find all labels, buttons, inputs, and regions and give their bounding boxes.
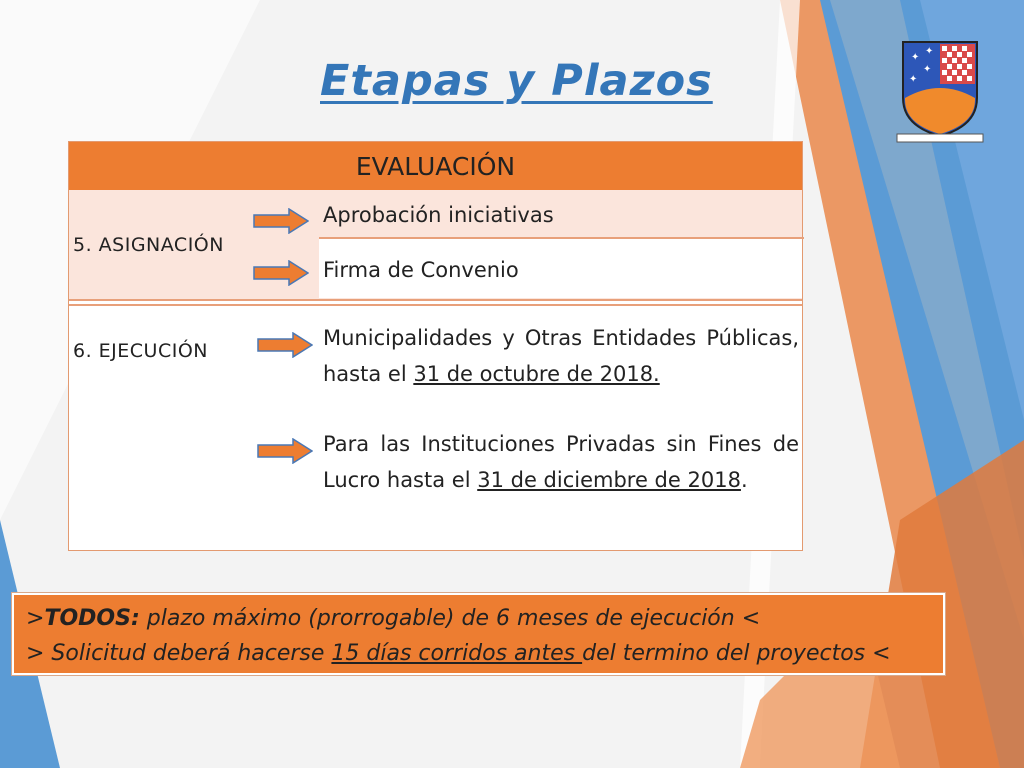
row-divider [69,304,802,306]
arrow-right-icon [253,208,309,234]
item-firma: Firma de Convenio [323,258,519,282]
svg-text:✦: ✦ [911,52,920,63]
arrow-right-icon [253,260,309,286]
svg-text:✦: ✦ [925,46,934,57]
text: > Solicitud deberá hacerse [26,641,332,666]
table-header: EVALUACIÓN [69,142,802,190]
page-title: Etapas y Plazos [320,56,713,106]
arrow-right-icon [257,332,313,358]
note-line-1 [26,601,943,636]
item-aprobacion: Aprobación iniciativas [323,203,554,227]
coat-of-arms-icon [895,38,985,148]
underlined-text: 15 días corridos antes [331,641,583,666]
evaluation-table [68,141,803,551]
text: del termino del proyectos < [582,641,891,666]
row-divider [319,237,804,239]
label-ejecucion: 6. EJECUCIÓN [73,340,208,362]
text: Municipalidades y Otras Entidades Públicas, hasta el [323,326,799,386]
text: . [740,468,748,492]
arrow-right-icon [257,438,313,464]
item-municipalidades [323,320,799,392]
note-line-2 [26,636,943,671]
svg-text:✦: ✦ [909,74,918,85]
item-instituciones [323,426,799,498]
label-asignacion: 5. ASIGNACIÓN [73,234,224,256]
todos-label: TODOS: [44,606,140,631]
row-divider [69,299,802,301]
deadline-date: 31 de diciembre de 2018 [477,468,741,492]
svg-text:✦: ✦ [923,64,932,75]
text: Para las Instituciones Privadas sin Fines de Lucro hasta el [323,432,799,492]
deadline-date: 31 de octubre de 2018. [413,362,660,386]
text: > [26,606,45,631]
text: plazo máximo (prorrogable) de 6 meses de ejecución < [139,606,761,631]
note-box [12,593,945,675]
